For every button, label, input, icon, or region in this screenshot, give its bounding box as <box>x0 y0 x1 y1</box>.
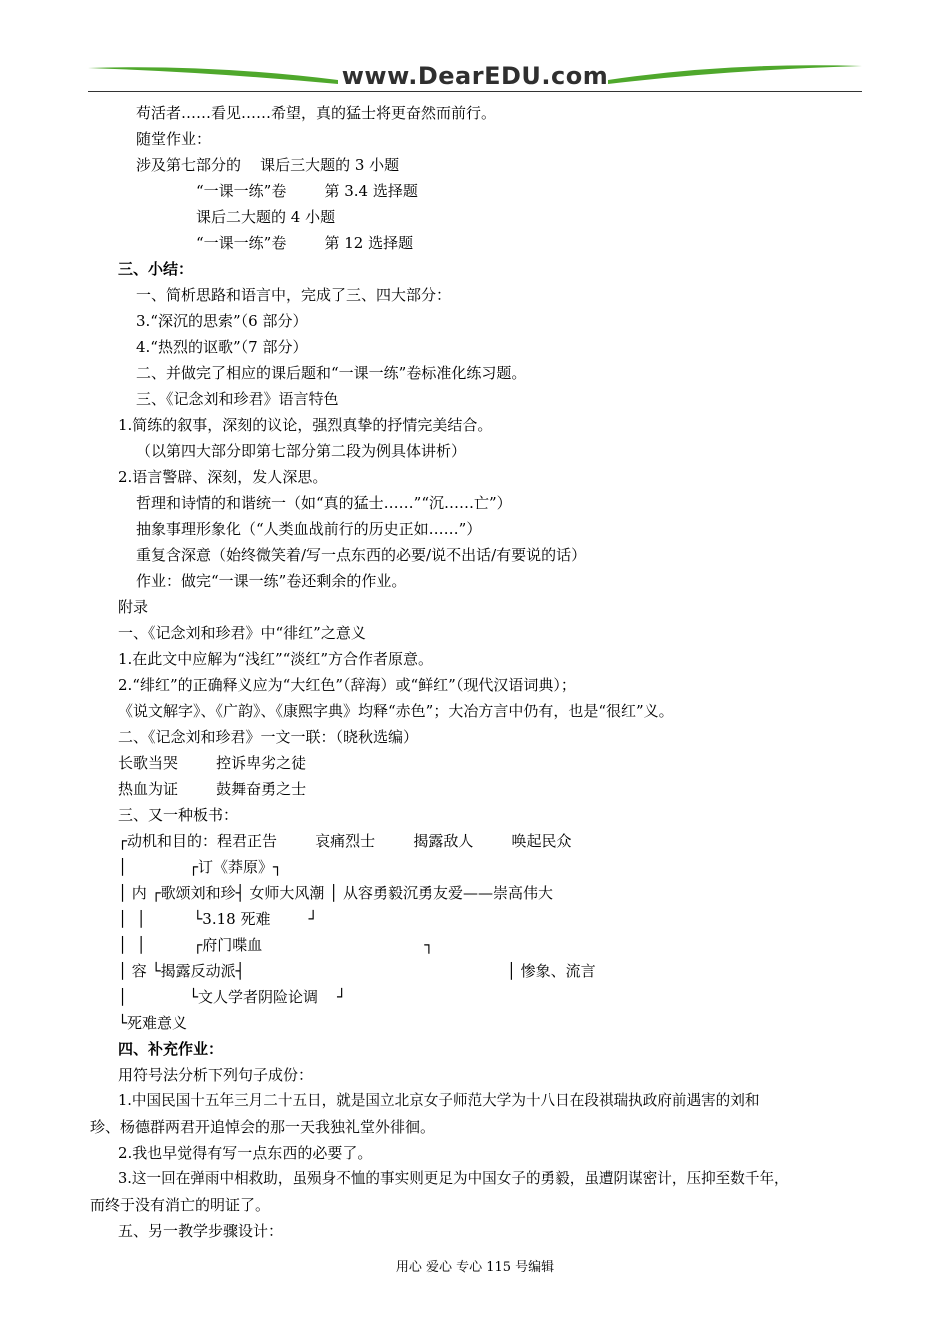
text-line: 1.中国民国十五年三月二十五日，就是国立北京女子师范大学为十八日在段祺瑞执政府前遇害的刘和 <box>118 1092 760 1109</box>
text-line: 随堂作业： <box>136 130 212 148</box>
text-line: 3.“深沉的思索”（6 部分） <box>136 312 308 330</box>
text-line: 三、《记念刘和珍君》语言特色 <box>136 390 339 408</box>
text-line: 1.在此文中应解为“浅红”“淡红”方合作者原意。 <box>118 650 433 668</box>
text-line: 用符号法分析下列句子成份： <box>118 1066 314 1084</box>
text-line: 涉及第七部分的 课后三大题的 3 小题 <box>136 156 400 174</box>
text-line: 作业：做完“一课一练”卷还剩余的作业。 <box>136 572 407 590</box>
text-line: 珍、杨德群两君开追悼会的那一天我独礼堂外徘徊。 <box>90 1118 436 1136</box>
text-line: 五、另一教学步骤设计： <box>118 1222 284 1240</box>
board-line: │ 内 ┌歌颂刘和珍┤ 女师大风潮 │ 从容勇毅沉勇友爱——崇高伟大 <box>118 884 553 902</box>
board-line: ┌动机和目的：程君正告 哀痛烈士 揭露敌人 唤起民众 <box>118 832 572 850</box>
text-line: 热血为证 鼓舞奋勇之士 <box>118 780 307 798</box>
text-line: 二、《记念刘和珍君》一文一联：（晓秋选编） <box>118 728 419 746</box>
text-line: 附录 <box>118 598 149 616</box>
text-line: 课后二大题的 4 小题 <box>196 208 336 226</box>
text-line: “一课一练”卷 第 12 选择题 <box>196 234 414 252</box>
page-footer: 用心 爱心 专心 115 号编辑 <box>395 1260 555 1275</box>
section-heading: 三、小结： <box>118 260 194 278</box>
text-line: 一、简析思路和语言中，完成了三、四大部分： <box>136 286 452 304</box>
text-line: 2.“绯红”的正确释义应为“大红色”（辞海）或“鲜红”（现代汉语词典）； <box>118 676 576 694</box>
text-line: 二、并做完了相应的课后题和“一课一练”卷标准化练习题。 <box>136 364 527 382</box>
text-line: 抽象事理形象化（“人类血战前行的历史正如……”） <box>136 520 482 538</box>
text-line: 3.这一回在弹雨中相救助，虽殒身不恤的事实则更足为中国女子的勇毅，虽遭阴谋密计，压抑至数千年， <box>118 1170 789 1187</box>
text-line: 而终于没有消亡的明证了。 <box>90 1196 271 1214</box>
text-line: 重复含深意（始终微笑着/写一点东西的必要/说不出话/有要说的话） <box>136 546 587 564</box>
text-line: 长歌当哭 控诉卑劣之徒 <box>118 754 307 772</box>
text-line: 2.语言警辟、深刻，发人深思。 <box>118 468 328 486</box>
text-line: 苟活者……看见……希望，真的猛士将更奋然而前行。 <box>136 104 497 122</box>
text-line: 2.我也早觉得有写一点东西的必要了。 <box>118 1144 373 1162</box>
text-line: （以第四大部分即第七部分第二段为例具体讲析） <box>136 442 467 460</box>
text-line: 《说文解字》、《广韵》、《康熙字典》均释“赤色”；大冶方言中仍有，也是“很红”义。 <box>118 702 674 720</box>
text-line: 1.简练的叙事，深刻的议论，强烈真挚的抒情完美结合。 <box>118 416 493 434</box>
text-line: 4.“热烈的讴歌”（7 部分） <box>136 338 308 356</box>
text-line: 哲理和诗情的和谐统一（如“真的猛士……”“沉……亡”） <box>136 494 512 512</box>
site-logo: www.DearEDU.com <box>341 62 609 90</box>
text-line: 三、又一种板书： <box>118 806 239 824</box>
board-line: │ ┌订《莽原》┐ <box>118 858 283 876</box>
board-line: │ │ ┌府门喋血 ┐ <box>118 936 434 954</box>
board-line: └死难意义 <box>118 1014 188 1032</box>
board-line: │ │ └3.18 死难 ┘ <box>118 910 318 928</box>
section-heading: 四、补充作业： <box>118 1040 224 1058</box>
text-line: 一、《记念刘和珍君》中“徘红”之意义 <box>118 624 366 642</box>
board-line: │ 容 └揭露反动派┤ │ 惨象、流言 <box>118 962 596 980</box>
board-line: │ └文人学者阴险论调 ┘ <box>118 988 347 1006</box>
text-line: “一课一练”卷 第 3.4 选择题 <box>196 182 418 200</box>
